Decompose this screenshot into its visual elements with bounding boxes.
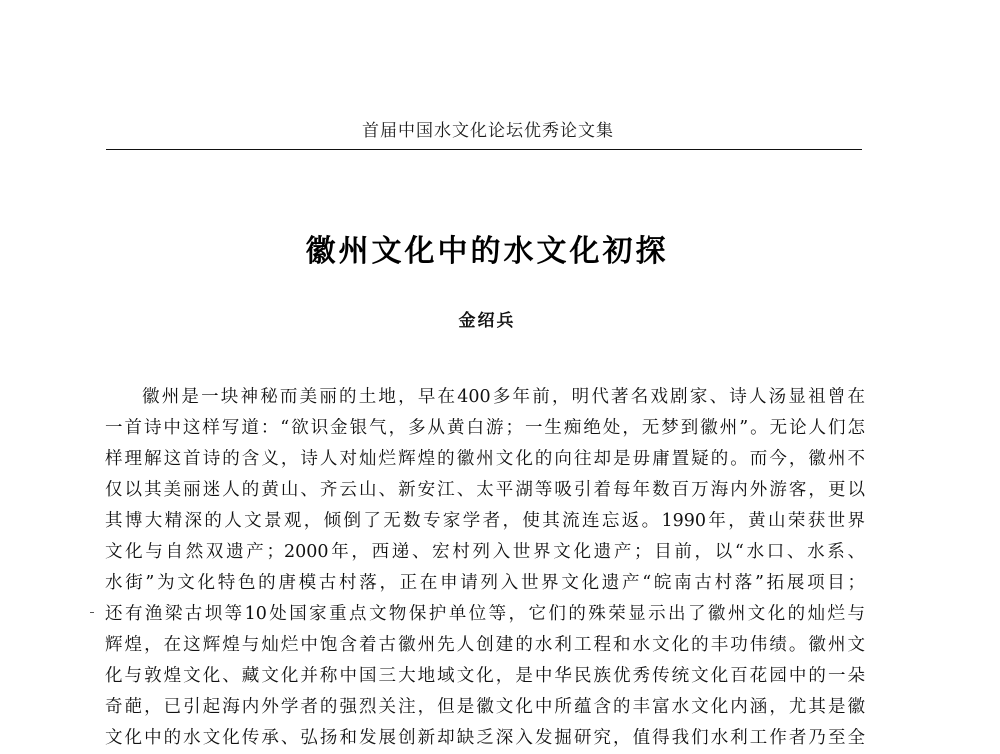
body-line: 化与敦煌文化、藏文化并称中国三大地域文化，是中华民族优秀传统文化百花园中的一朵 [105,666,865,686]
article-title: 徽州文化中的水文化初探 [305,234,669,269]
body-line: 文化与自然双遗产；2000年，西递、宏村列入世界文化遗产；目前，以“水口、水系、 [105,542,865,562]
article-author: 金绍兵 [458,311,516,331]
stray-mark [90,612,94,613]
header-rule [106,149,862,150]
body-line: 其博大精深的人文景观，倾倒了无数专家学者，使其流连忘返。1990年，黄山荣获世界 [105,511,865,531]
body-line: 仅以其美丽迷人的黄山、齐云山、新安江、太平湖等吸引着每年数百万海内外游客，更以 [105,480,865,500]
body-line: 文化中的水文化传承、弘扬和发展创新却缺乏深入发掘研究，值得我们水利工作者乃至全 [105,728,865,748]
body-line: 水街”为文化特色的唐模古村落，正在申请列入世界文化遗产“皖南古村落”拓展项目； [105,573,865,593]
running-header: 首届中国水文化论坛优秀论文集 [362,121,614,141]
body-line: 徽州是一块神秘而美丽的土地，早在400多年前，明代著名戏剧家、诗人汤显祖曾在 [142,387,865,407]
body-line: 还有渔梁古坝等10处国家重点文物保护单位等，它们的殊荣显示出了徽州文化的灿烂与 [105,604,865,624]
body-paragraph [105,382,865,754]
body-line: 奇葩，已引起海内外学者的强烈关注，但是徽文化中所蕴含的丰富水文化内涵，尤其是徽 [105,697,865,717]
body-line: 一首诗中这样写道：“欲识金银气，多从黄白游；一生痴绝处，无梦到徽州”。无论人们怎 [105,418,865,438]
body-line: 样理解这首诗的含义，诗人对灿烂辉煌的徽州文化的向往却是毋庸置疑的。而今，徽州不 [105,449,865,469]
body-line: 辉煌，在这辉煌与灿烂中饱含着古徽州先人创建的水利工程和水文化的丰功伟绩。徽州文 [105,635,865,655]
